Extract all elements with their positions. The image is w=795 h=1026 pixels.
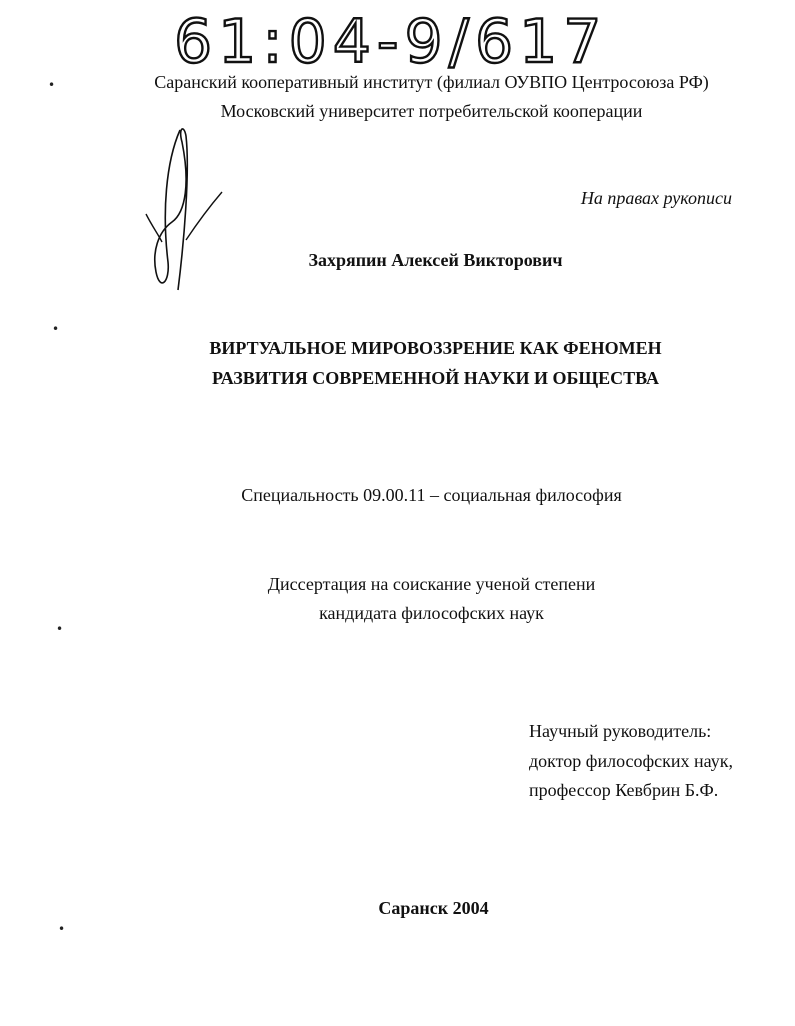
dissertation-title-line-1: ВИРТУАЛЬНОЕ МИРОВОЗЗРЕНИЕ КАК ФЕНОМЕН (209, 338, 662, 358)
supervisor-degree: доктор философских наук, (529, 751, 733, 771)
scan-artifact-mark: • (48, 78, 56, 92)
dissertation-title-line-2: РАЗВИТИЯ СОВРЕМЕННОЙ НАУКИ И ОБЩЕСТВА (212, 368, 659, 388)
dissertation-degree-line-2: кандидата философских наук (319, 603, 544, 623)
archive-number-text: 61:04-9/617 (174, 7, 608, 72)
institution-line-2: Московский университет потребительской кооперации (220, 101, 643, 121)
city-year: Саранск 2004 (378, 898, 489, 918)
dissertation-degree-line-1: Диссертация на соискание ученой степени (267, 574, 596, 594)
scan-artifact-mark: • (56, 622, 64, 636)
specialty-line: Специальность 09.00.11 – социальная философия (241, 485, 622, 505)
supervisor-name: профессор Кевбрин Б.Ф. (529, 780, 719, 800)
scan-artifact-mark: • (52, 322, 60, 336)
institution-line-1: Саранский кооперативный институт (филиал ОУВПО Центросоюза РФ) (154, 72, 709, 92)
author-name: Захряпин Алексей Викторович (308, 250, 563, 270)
scan-artifact-mark: • (58, 922, 66, 936)
handwritten-archive-number (170, 0, 620, 72)
supervisor-label: Научный руководитель: (529, 721, 712, 741)
rights-note: На правах рукописи (580, 188, 732, 208)
